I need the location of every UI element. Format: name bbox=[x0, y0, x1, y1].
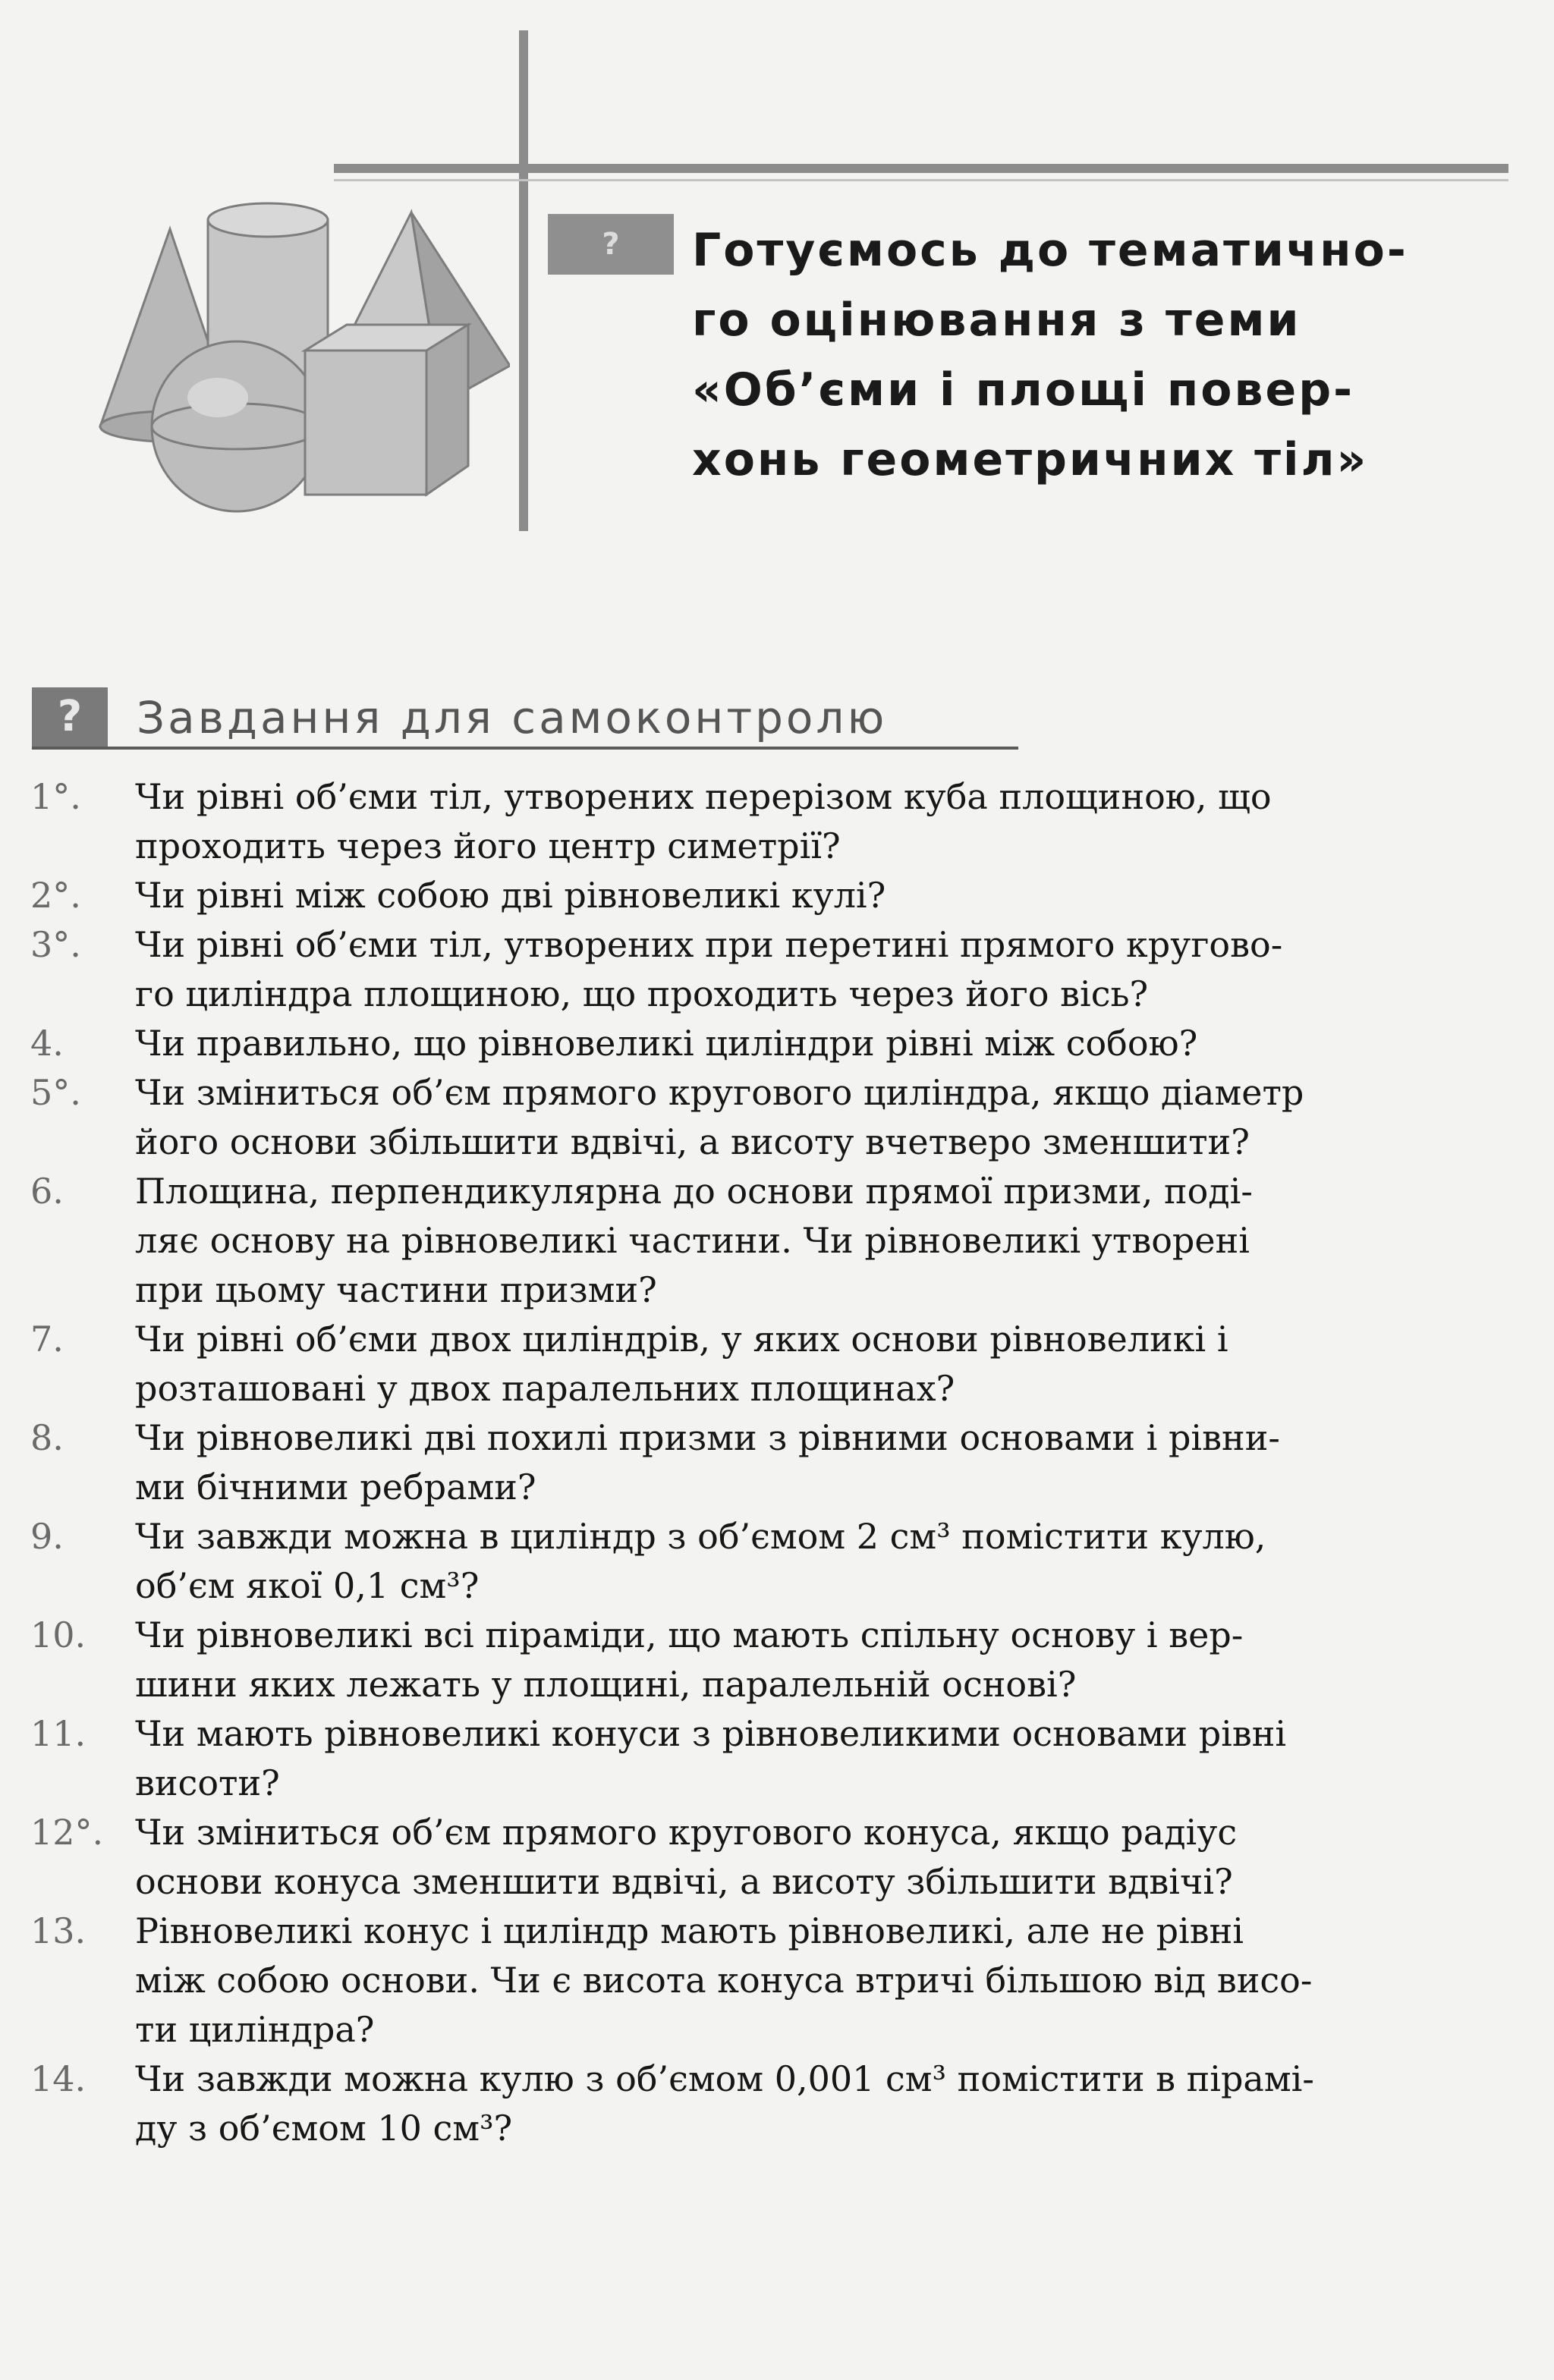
header-horizontal-rule-thin bbox=[334, 179, 1508, 181]
task-number: 8. bbox=[30, 1417, 64, 1458]
task-text-line: його основи збільшити вдвічі, а висоту вчетверо зменшити? bbox=[135, 1121, 1250, 1162]
header-title-line: го оцінювання з теми bbox=[692, 294, 1301, 347]
task-text-line: Чи рівновеликі всі піраміди, що мають спільну основу і вер- bbox=[135, 1614, 1244, 1655]
task-text-line: Чи рівні об’єми двох циліндрів, у яких основи рівновеликі і bbox=[135, 1319, 1228, 1360]
task-item bbox=[30, 920, 1510, 1019]
task-text bbox=[135, 1019, 1510, 1068]
section-title: Завдання для самоконтролю bbox=[137, 692, 888, 744]
task-text-line: Чи рівні об’єми тіл, утворених перерізом куба площиною, що bbox=[135, 776, 1272, 817]
task-text-line: Площина, перпендикулярна до основи прямої призми, поді- bbox=[135, 1171, 1253, 1212]
task-number: 10. bbox=[30, 1614, 87, 1655]
task-number: 11. bbox=[30, 1713, 87, 1754]
task-text-line: ду з об’ємом 10 см³? bbox=[135, 2108, 513, 2149]
task-text bbox=[135, 1167, 1510, 1315]
task-item bbox=[30, 1512, 1510, 1611]
task-text-line: проходить через його центр симетрії? bbox=[135, 825, 841, 866]
task-text-line: ти циліндра? bbox=[135, 2009, 375, 2050]
task-text-line: ми бічними ребрами? bbox=[135, 1467, 536, 1508]
task-text-line: Чи правильно, що рівновеликі циліндри рівні між собою? bbox=[135, 1023, 1198, 1064]
task-text-line: шини яких лежать у площині, паралельній основі? bbox=[135, 1664, 1077, 1705]
task-item bbox=[30, 1068, 1510, 1167]
task-text bbox=[135, 1512, 1510, 1611]
task-item bbox=[30, 1413, 1510, 1512]
task-text bbox=[135, 1315, 1510, 1413]
task-text-line: між собою основи. Чи є висота конуса втричі більшою від висо- bbox=[135, 1960, 1313, 2001]
header-title-line: «Об’єми і площі повер- bbox=[692, 363, 1355, 417]
task-text-line: Чи зміниться об’єм прямого кругового конуса, якщо радіус bbox=[135, 1812, 1238, 1853]
header-question-icon: ? bbox=[548, 214, 674, 275]
task-item bbox=[30, 1167, 1510, 1315]
task-text bbox=[135, 1611, 1510, 1709]
task-text-line: Чи зміниться об’єм прямого кругового циліндра, якщо діаметр bbox=[135, 1072, 1304, 1113]
task-text-line: Чи завжди можна кулю з об’ємом 0,001 см³ помістити в пірамі- bbox=[135, 2058, 1314, 2099]
task-number: 6. bbox=[30, 1171, 64, 1212]
header-horizontal-rule bbox=[334, 164, 1508, 173]
header-vertical-rule bbox=[519, 30, 528, 531]
task-item bbox=[30, 1611, 1510, 1709]
task-number: 1°. bbox=[30, 776, 81, 817]
task-text bbox=[135, 1068, 1510, 1167]
task-text-line: Чи завжди можна в циліндр з об’ємом 2 см³ помістити кулю, bbox=[135, 1516, 1266, 1557]
cube-shape bbox=[305, 325, 468, 495]
task-list bbox=[30, 772, 1510, 2153]
task-text bbox=[135, 1808, 1510, 1907]
task-item bbox=[30, 1808, 1510, 1907]
task-number: 9. bbox=[30, 1516, 64, 1557]
task-text-line: при цьому частини призми? bbox=[135, 1269, 657, 1310]
task-text-line: Чи мають рівновеликі конуси з рівновеликими основами рівні bbox=[135, 1713, 1287, 1754]
task-text bbox=[135, 871, 1510, 920]
header-title bbox=[692, 215, 1527, 495]
header-title-line: хонь геометричних тіл» bbox=[692, 433, 1369, 486]
task-item bbox=[30, 871, 1510, 920]
task-number: 7. bbox=[30, 1319, 64, 1360]
task-text-line: Рівновеликі конус і циліндр мають рівновеликі, але не рівні bbox=[135, 1910, 1244, 1951]
task-item bbox=[30, 772, 1510, 871]
task-item bbox=[30, 1019, 1510, 1068]
task-number: 5°. bbox=[30, 1072, 81, 1113]
section-question-icon: ? bbox=[32, 687, 108, 747]
task-text-line: ляє основу на рівновеликі частини. Чи рівновеликі утворені bbox=[135, 1220, 1250, 1261]
task-text bbox=[135, 2055, 1510, 2153]
task-text-line: висоти? bbox=[135, 1762, 280, 1803]
task-number: 4. bbox=[30, 1023, 64, 1064]
task-item bbox=[30, 1907, 1510, 2055]
task-text bbox=[135, 920, 1510, 1019]
task-text bbox=[135, 1413, 1510, 1512]
section-underline bbox=[32, 747, 1018, 750]
task-number: 14. bbox=[30, 2058, 87, 2099]
sphere-shape bbox=[152, 341, 322, 511]
task-item bbox=[30, 1709, 1510, 1808]
task-item bbox=[30, 2055, 1510, 2153]
task-number: 2°. bbox=[30, 875, 81, 916]
geometric-solids-illustration bbox=[85, 199, 510, 533]
task-text-line: го циліндра площиною, що проходить через його вісь? bbox=[135, 973, 1149, 1014]
task-text-line: об’єм якої 0,1 см³? bbox=[135, 1565, 480, 1606]
task-text bbox=[135, 1907, 1510, 2055]
task-text-line: Чи рівні об’єми тіл, утворених при перетині прямого кругово- bbox=[135, 924, 1283, 965]
task-text bbox=[135, 1709, 1510, 1808]
task-number: 13. bbox=[30, 1910, 87, 1951]
header-title-line: Готуємось до тематично- bbox=[692, 224, 1408, 277]
task-text-line: розташовані у двох паралельних площинах? bbox=[135, 1368, 955, 1409]
task-text bbox=[135, 772, 1510, 871]
task-number: 3°. bbox=[30, 924, 81, 965]
task-text-line: Чи рівновеликі дві похилі призми з рівними основами і рівни- bbox=[135, 1417, 1280, 1458]
task-text-line: Чи рівні між собою дві рівновеликі кулі? bbox=[135, 875, 886, 916]
task-item bbox=[30, 1315, 1510, 1413]
task-number: 12°. bbox=[30, 1812, 104, 1853]
task-text-line: основи конуса зменшити вдвічі, а висоту збільшити вдвічі? bbox=[135, 1861, 1233, 1902]
